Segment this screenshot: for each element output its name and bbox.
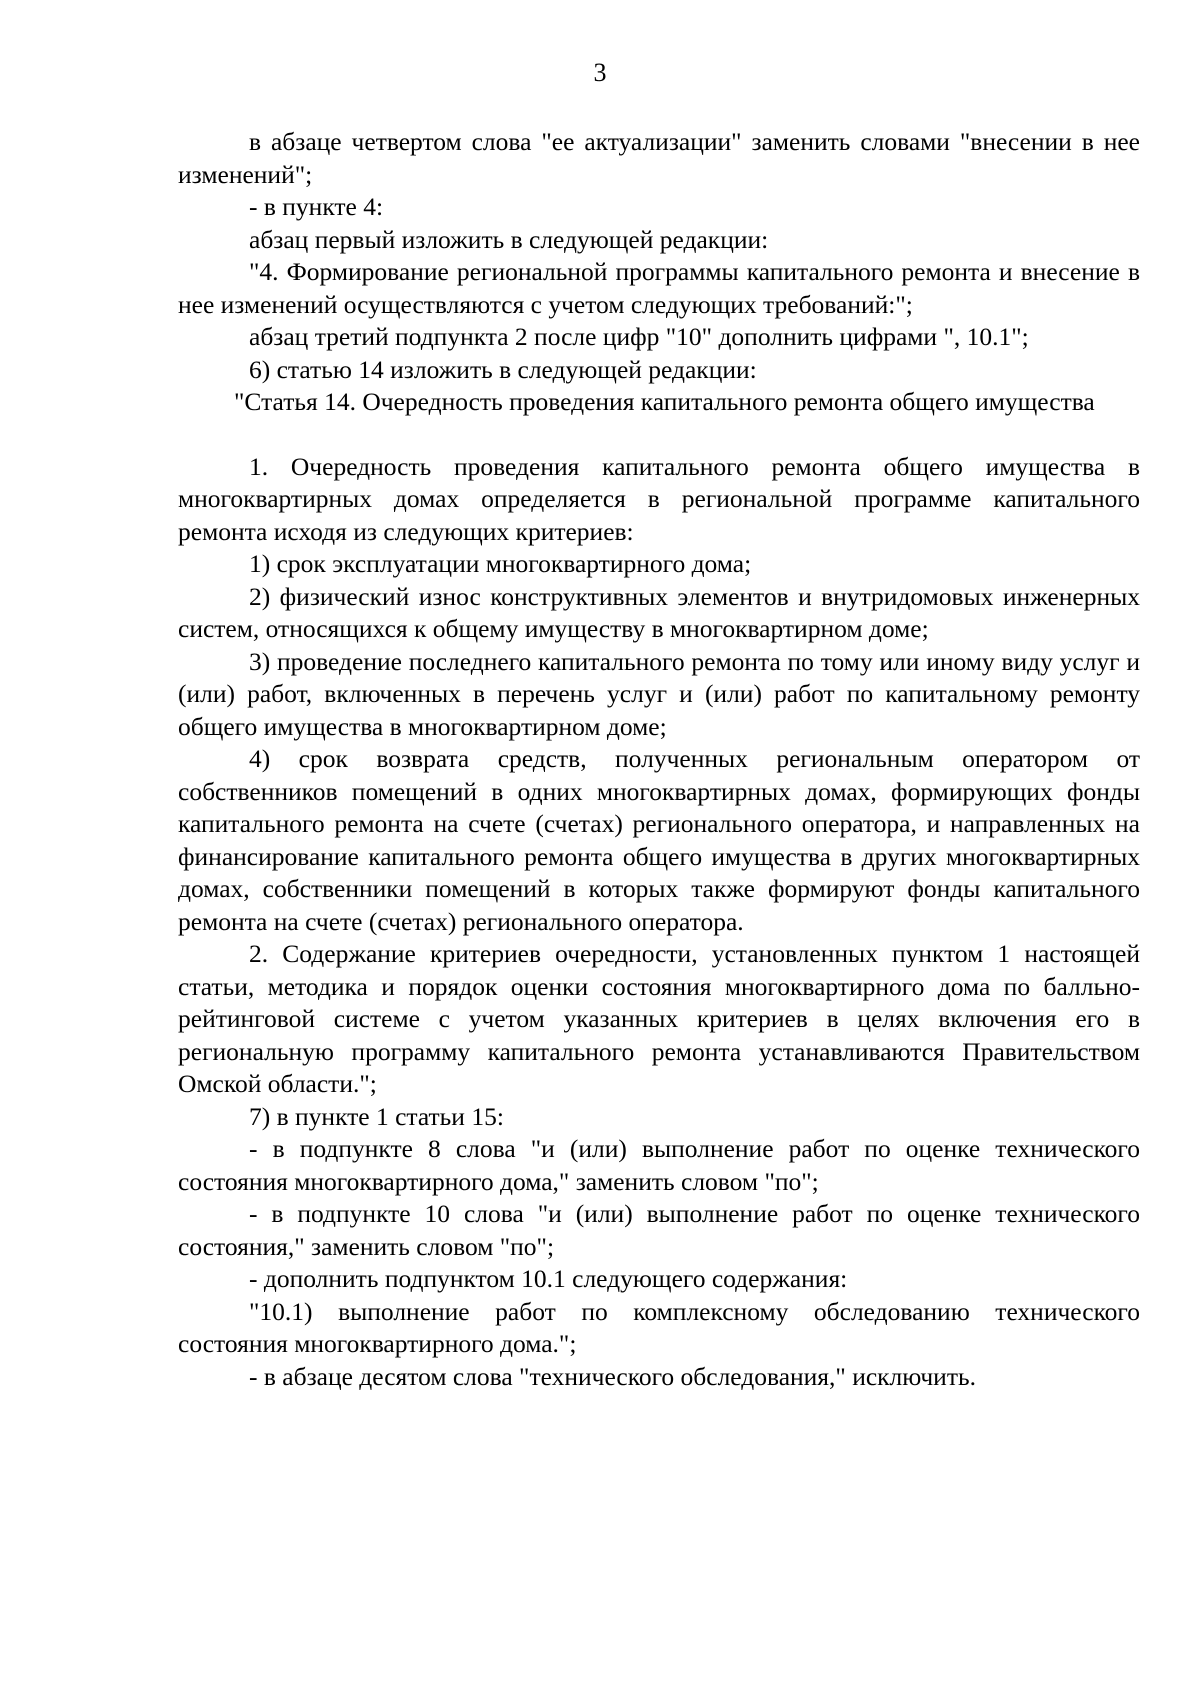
article-title: "Статья 14. Очередность проведения капитального ремонта общего имущества <box>234 387 1095 416</box>
paragraph: 2. Содержание критериев очередности, установленных пунктом 1 настоящей статьи, методика и порядок оценки состояния многоквартирного дома по балльно-рейтинговой системе с учетом указанных критериев в целях включения его в региональную программу капитального ремонта устанавливаются Правительством Омской области."; <box>178 939 1140 1098</box>
paragraph: 7) в пункте 1 статьи 15: <box>249 1101 504 1131</box>
list-item: 3) проведение последнего капитального ремонта по тому или иному виду услуг и (или) работ, включенных в перечень услуг и (или) работ по капитальному ремонту общего имущества в многоквартирном доме; <box>178 646 1140 741</box>
paragraph: - в пункте 4: <box>249 192 384 221</box>
paragraph: абзац третий подпункта 2 после цифр "10" дополнить цифрами ", 10.1"; <box>249 322 1029 351</box>
paragraph: в абзаце четвертом слова "ее актуализации" заменить словами "внесении в нее изменений"; <box>178 127 1140 189</box>
list-item: 1) срок эксплуатации многоквартирного дома; <box>249 549 752 578</box>
paragraph: - в абзаце десятом слова "технического обследования," исключить. <box>249 1361 976 1391</box>
paragraph: - дополнить подпунктом 10.1 следующего содержания: <box>249 1264 848 1293</box>
paragraph: "10.1) выполнение работ по комплексному обследованию технического состояния многоквартирного дома."; <box>178 1296 1140 1358</box>
paragraph: абзац первый изложить в следующей редакции: <box>249 224 769 254</box>
paragraph: "4. Формирование региональной программы капитального ремонта и внесение в нее изменений осуществляются с учетом следующих требований:"; <box>178 257 1140 319</box>
paragraph: 6) статью 14 изложить в следующей редакции: <box>249 354 757 384</box>
paragraph: 1. Очередность проведения капитального ремонта общего имущества в многоквартирных домах определяется в региональной программе капитального ремонта исходя из следующих критериев: <box>178 451 1140 546</box>
list-item: 4) срок возврата средств, полученных региональным оператором от собственников помещений в одних многоквартирных домах, формирующих фонды капитального ремонта на счете (счетах) регионального оператора, и направленных на финансирование капитального ремонта общего имущества в других многоквартирных домах, собственники помещений в которых также формируют фонды капитального ремонта на счете (счетах) регионального оператора. <box>178 744 1140 936</box>
paragraph: - в подпункте 10 слова "и (или) выполнение работ по оценке технического состояния," заменить словом "по"; <box>178 1199 1140 1261</box>
document-body <box>178 126 1140 1393</box>
list-item: 2) физический износ конструктивных элементов и внутридомовых инженерных систем, относящихся к общему имуществу в многоквартирном доме; <box>178 581 1140 643</box>
page-number: 3 <box>593 58 607 87</box>
paragraph: - в подпункте 8 слова "и (или) выполнение работ по оценке технического состояния многоквартирного дома," заменить словом "по"; <box>178 1134 1140 1196</box>
